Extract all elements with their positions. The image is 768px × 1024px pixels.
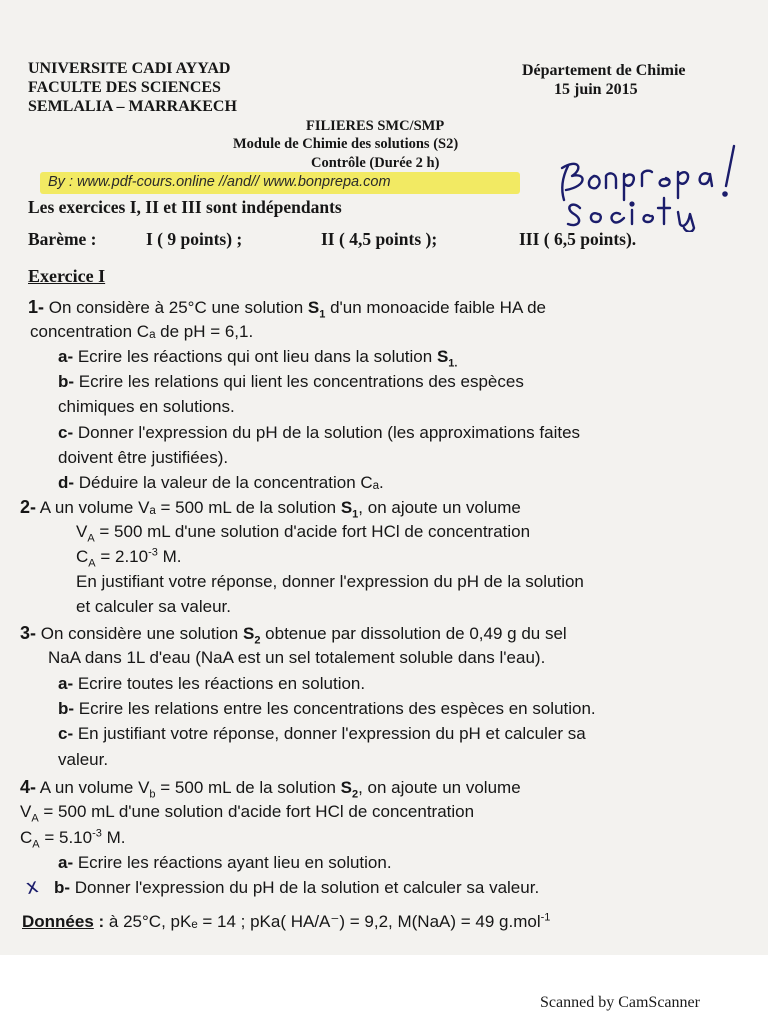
question-4-line-1: [20, 777, 521, 801]
q4-concentration-value: = 5.10: [39, 828, 93, 847]
question-3-text-a: On considère une solution: [36, 624, 243, 643]
q4-concentration-symbol: C: [20, 828, 33, 847]
question-1c-line-2: doivent être justifiées).: [58, 448, 229, 467]
question-3c-text: En justifiant votre réponse, donner l'expression du pH et calculer sa: [73, 724, 586, 743]
question-3c-label: c-: [58, 724, 74, 743]
question-2-line-5: et calculer sa valeur.: [76, 597, 231, 616]
question-4-line-2: [20, 802, 475, 825]
question-4-text-a: A un volume V: [36, 778, 150, 797]
question-4-number: 4-: [20, 777, 37, 797]
question-1b-line-2: chimiques en solutions.: [58, 397, 235, 416]
data-colon: :: [93, 912, 105, 931]
q4-concentration-exponent: -3: [92, 827, 102, 840]
question-1a-text: Ecrire les réactions qui ont lieu dans la solution: [73, 347, 437, 366]
question-4a-label: a-: [58, 853, 74, 872]
bareme-exercise-2: II ( 4,5 points );: [321, 229, 438, 249]
question-1d: [58, 473, 384, 493]
question-2-number: 2-: [20, 497, 37, 517]
question-2-volume-text: = 500 mL d'une solution d'acide fort HCl de concentration: [94, 522, 531, 541]
filieres: FILIERES SMC/SMP: [306, 118, 445, 134]
question-1b-label: b-: [58, 372, 75, 391]
volume-symbol: V: [76, 522, 88, 541]
question-3b-text: Ecrire les relations entre les concentrations des espèces en solution.: [74, 699, 596, 718]
question-3a-label: a-: [58, 674, 74, 693]
question-1b-line-1: [58, 372, 524, 392]
question-4-text-b: = 500 mL de la solution: [155, 778, 341, 797]
question-2-text-a: A un volume Vₐ = 500 mL de la solution: [36, 498, 341, 517]
q4-concentration-unit: M.: [101, 828, 126, 847]
concentration-value: = 2.10: [95, 547, 149, 566]
concentration-unit: M.: [157, 547, 182, 566]
data-values: à 25°C, pKₑ = 14 ; pKa( HA/A⁻) = 9,2, M(NaA) = 49 g.mol: [104, 912, 541, 931]
watermark-text: By : www.pdf-cours.online //and// www.bonprepa.com: [48, 174, 391, 190]
q4-volume-subscript: A: [31, 812, 39, 825]
question-4-line-3: [20, 827, 126, 851]
question-3b: [58, 699, 596, 719]
q4-volume-symbol: V: [20, 802, 32, 821]
question-3-subscript: 2: [254, 634, 261, 647]
independence-note: Les exercices I, II et III sont indépendants: [28, 197, 342, 217]
exam-duration: Contrôle (Durée 2 h): [311, 155, 440, 171]
question-4-solution-subscript: 2: [351, 788, 359, 801]
question-1-text-a: On considère à 25°C une solution: [48, 298, 308, 317]
question-1-line-1: [28, 297, 546, 321]
question-2-subscript: 1: [352, 508, 359, 521]
question-3a-text: Ecrire toutes les réactions en solution.: [73, 674, 366, 693]
question-3-line-1: [20, 623, 567, 647]
concentration-symbol: C: [76, 547, 89, 566]
department-name: Département de Chimie: [522, 62, 686, 79]
concentration-exponent: -3: [148, 546, 158, 559]
question-1b-text: Ecrire les relations qui lient les concentrations des espèces: [74, 372, 524, 391]
question-4-text-c: , on ajoute un volume: [358, 778, 521, 797]
campus-name: SEMLALIA – MARRAKECH: [28, 98, 237, 115]
question-4b-label: b-: [54, 878, 71, 897]
question-4-volume-text: = 500 mL d'une solution d'acide fort HCl de concentration: [38, 802, 475, 821]
exam-date: 15 juin 2015: [554, 81, 638, 98]
question-1a: [58, 347, 458, 370]
question-2-text-b: , on ajoute un volume: [358, 498, 521, 517]
question-3-solution: S: [242, 624, 255, 643]
question-2-solution: S: [340, 498, 353, 517]
scanner-credit: Scanned by CamScanner: [540, 994, 700, 1011]
question-4b: [54, 878, 539, 898]
question-4b-text: Donner l'expression du pH de la solution et calculer sa valeur.: [70, 878, 540, 897]
question-2-line-4: En justifiant votre réponse, donner l'expression du pH de la solution: [76, 572, 584, 591]
question-1d-text: Déduire la valeur de la concentration Cₐ.: [74, 473, 384, 492]
question-1a-subscript: 1.: [448, 357, 458, 370]
module-title: Module de Chimie des solutions (S2): [233, 136, 459, 152]
question-1a-solution: S: [436, 347, 449, 366]
bareme-exercise-1: I ( 9 points) ;: [146, 229, 243, 249]
question-1-text-b: d'un monoacide faible HA de: [325, 298, 546, 317]
bareme-label: Barème :: [28, 229, 97, 249]
q4-concentration-subscript: A: [32, 838, 40, 851]
question-4a-text: Ecrire les réactions ayant lieu en solution.: [73, 853, 392, 872]
question-2-line-1: [20, 497, 521, 521]
question-2-line-3: [76, 546, 182, 570]
data-label: Données: [22, 912, 94, 931]
data-exponent: -1: [540, 911, 551, 924]
question-3-number: 3-: [20, 623, 37, 643]
question-1-line-2: concentration Cₐ de pH = 6,1.: [30, 322, 254, 341]
question-3-line-2: NaA dans 1L d'eau (NaA est un sel totalement soluble dans l'eau).: [48, 648, 546, 667]
volume-subscript: A: [87, 532, 95, 545]
concentration-subscript: A: [88, 557, 96, 570]
question-4-solution: S: [340, 778, 352, 797]
handwritten-signature-icon: [528, 128, 750, 232]
question-1d-label: d-: [58, 473, 75, 492]
question-1c-label: c-: [58, 423, 74, 442]
question-3b-label: b-: [58, 699, 75, 718]
solution-s1-symbol: S: [307, 298, 320, 317]
university-name: UNIVERSITE CADI AYYAD: [28, 60, 231, 77]
question-3a: [58, 674, 365, 694]
solution-s1-subscript: 1: [319, 308, 326, 321]
question-4a: [58, 853, 392, 873]
question-3-text-b: obtenue par dissolution de 0,49 g du sel: [260, 624, 567, 643]
handwritten-x-mark-icon: x: [23, 873, 41, 899]
question-1c-text: Donner l'expression du pH de la solution (les approximations faites: [73, 423, 581, 442]
question-3c-line-1: [58, 724, 586, 744]
question-1-number: 1-: [28, 297, 45, 317]
bareme-exercise-3: III ( 6,5 points).: [519, 229, 637, 249]
question-3c-line-2: valeur.: [58, 750, 109, 769]
question-2-line-2: [76, 522, 531, 545]
exercise-title: Exercice I: [28, 266, 106, 286]
data-line: [22, 912, 550, 932]
question-1c-line-1: [58, 423, 580, 443]
question-1a-label: a-: [58, 347, 74, 366]
question-4-volume-subscript: b: [149, 788, 156, 801]
faculty-name: FACULTE DES SCIENCES: [28, 79, 221, 96]
